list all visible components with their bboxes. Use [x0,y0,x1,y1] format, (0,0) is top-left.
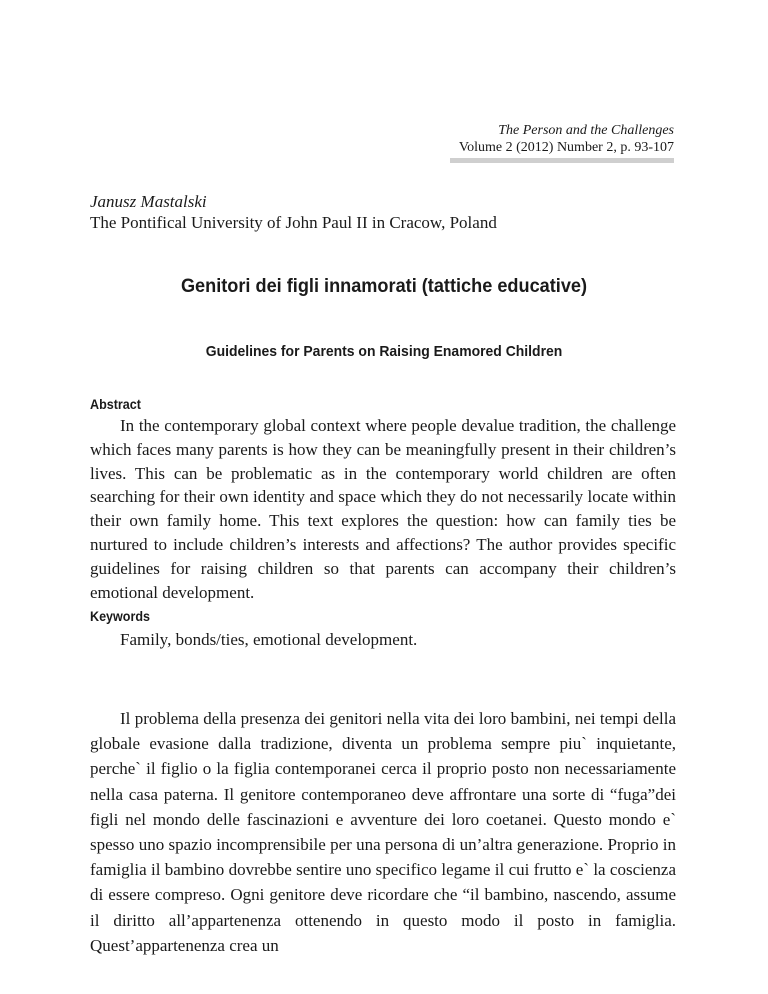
article-subtitle: Guidelines for Parents on Raising Enamored Children [205,343,563,360]
journal-header [459,122,674,156]
article-title: Genitori dei figli innamorati (tattiche educative) [180,275,588,297]
header-rule [450,158,674,163]
abstract-heading: Abstract [90,397,141,412]
abstract-text: In the contemporary global context where people devalue tradition, the challenge which faces many parents is how they can be meaningfully present in their children’s lives. This can be problematic as in the contemporary world children are often searching for their own identity and space which they do not necessarily locate within their own family home. This text explores the question: how can family ties be nurtured to include children’s interests and affections? The author provides specific guidelines for raising children so that parents can accompany their children’s emotional development. [90,416,676,602]
keywords-heading: Keywords [90,609,151,624]
journal-title: The Person and the Challenges [498,123,674,138]
author-name: Janusz Mastalski [90,192,207,211]
author-block [90,191,497,233]
journal-citation: Volume 2 (2012) Number 2, p. 93-107 [458,140,674,155]
keywords-text: Family, bonds/ties, emotional development. [120,630,418,649]
author-affiliation: The Pontifical University of John Paul II in Cracow, Poland [90,213,497,232]
body-paragraph: Il problema della presenza dei genitori nella vita dei loro bambini, nei tempi della globale evasione dalla tradizione, diventa un problema sempre piu` inquietante, perche` il figlio o la figlia contemporanei cerca il proprio posto non necessariamente nella casa paterna. Il genitore contemporaneo deve affrontare una sorte di “fuga”dei figli nel mondo delle fascinazioni e avventure dei loro coetanei. Questo mondo e` spesso uno spazio incomprensibile per una persona di un’altra generazione. Proprio in famiglia il bambino dovrebbe sentire uno specifico legame il cui frutto e` la coscienza di essere compreso. Ogni genitore deve ricordare che “il bambino, nascendo, assume il diritto all’appartenenza ottenendo in questo modo il posto in famiglia. Quest’appartenenza crea un [90,709,676,955]
